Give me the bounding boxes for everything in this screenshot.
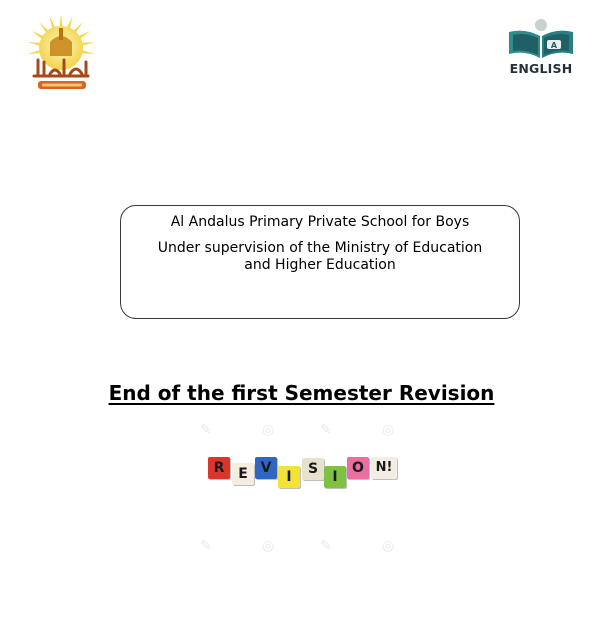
watermark-mark: ✎ bbox=[320, 538, 332, 554]
letter-block: I bbox=[278, 466, 300, 488]
watermark-mark: ✎ bbox=[200, 422, 212, 438]
page-title-text: End of the first Semester Revision bbox=[108, 381, 495, 405]
letter-block: S bbox=[302, 458, 324, 480]
watermark-mark: ◎ bbox=[262, 538, 275, 554]
letter-block: O bbox=[347, 457, 369, 479]
watermark-mark: ◎ bbox=[262, 422, 275, 438]
english-logo bbox=[505, 18, 577, 78]
letter-block: E bbox=[232, 463, 254, 485]
watermark-mark: ✎ bbox=[320, 422, 332, 438]
letter-block: V bbox=[255, 457, 277, 479]
letter-block: I bbox=[324, 466, 346, 488]
page-title bbox=[0, 381, 603, 405]
school-name: Al Andalus Primary Private School for Boys bbox=[170, 214, 470, 230]
watermark-mark: ◎ bbox=[382, 538, 395, 554]
school-logo bbox=[20, 12, 102, 94]
letter-block: R bbox=[208, 457, 230, 479]
svg-text:A: A bbox=[550, 41, 558, 50]
english-label: ENGLISH bbox=[509, 61, 573, 76]
watermark-mark: ✎ bbox=[200, 538, 212, 554]
supervision-line-2: and Higher Education bbox=[244, 257, 396, 273]
revision-blocks-image bbox=[205, 455, 395, 495]
supervision-line: Under supervision of the Ministry of Education bbox=[157, 240, 483, 256]
watermark-mark: ◎ bbox=[382, 422, 395, 438]
open-book-icon bbox=[505, 18, 577, 60]
school-info-box bbox=[120, 205, 520, 319]
letter-block: N! bbox=[371, 457, 397, 479]
sunburst-emblem-icon bbox=[20, 12, 102, 94]
